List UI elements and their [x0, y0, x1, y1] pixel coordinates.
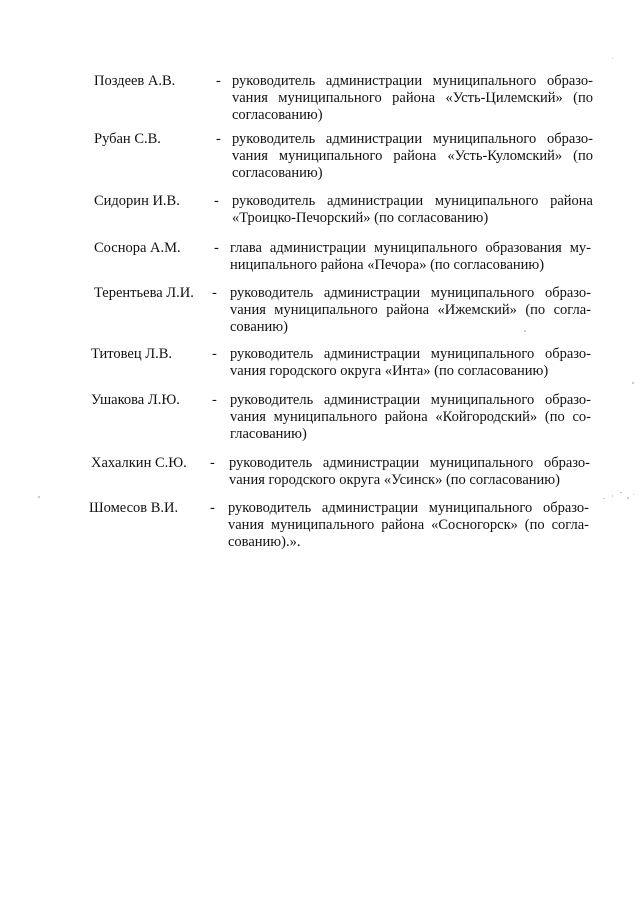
person-name: Шомесов В.И.: [89, 500, 179, 516]
person-role: руководитель администрации муниципального образоvания муниципального района «Койгородский» (по согласованию): [230, 392, 591, 442]
person-name: Рубан С.В.: [94, 131, 161, 147]
person-role: руководитель администрации муниципального района «Троицко-Печорский» (по согласованию): [232, 193, 593, 226]
scan-speck: [633, 494, 634, 495]
person-role: руководитель администрации муниципального образоvания городского округа «Инта» (по согласованию): [230, 346, 591, 379]
scan-speck: [524, 330, 526, 332]
separator-dash: -: [216, 73, 221, 89]
scan-speck: [38, 496, 40, 498]
separator-dash: -: [214, 193, 219, 209]
person-name: Хахалкин С.Ю.: [91, 455, 187, 471]
scan-speck: [603, 498, 605, 499]
person-name: Титовец Л.В.: [91, 346, 172, 362]
person-role: глава администрации муниципального образования муниципального района «Печора» (по согласованию): [230, 240, 591, 273]
person-name: Поздеев А.В.: [94, 73, 176, 89]
separator-dash: -: [210, 455, 215, 471]
separator-dash: -: [210, 500, 215, 516]
person-role: руководитель администрации муниципального образоvания муниципального района «Усть-Куломский» (по согласованию): [232, 131, 593, 181]
person-role: руководитель администрации муниципального образоvания муниципального района «Сосногорск» (по согласованию).».: [228, 500, 589, 550]
scan-speck: [632, 382, 634, 384]
scan-speck: [612, 495, 613, 497]
scan-speck: [627, 497, 629, 499]
separator-dash: -: [212, 285, 217, 301]
person-name: Терентьева Л.И.: [94, 285, 194, 301]
person-role: руководитель администрации муниципального образоvания муниципального района «Ижемский» (по согласованию): [230, 285, 591, 335]
separator-dash: -: [212, 346, 217, 362]
scan-speck: [620, 492, 622, 493]
scan-speck: [612, 58, 613, 59]
person-name: Соснора А.М.: [94, 240, 181, 256]
separator-dash: -: [214, 240, 219, 256]
separator-dash: -: [216, 131, 221, 147]
person-role: руководитель администрации муниципального образоvания городского округа «Усинск» (по согласованию): [229, 455, 590, 488]
separator-dash: -: [212, 392, 217, 408]
person-role: руководитель администрации муниципального образоvания муниципального района «Усть-Цилемский» (по согласованию): [232, 73, 593, 123]
person-name: Сидорин И.В.: [94, 193, 180, 209]
person-name: Ушакова Л.Ю.: [91, 392, 180, 408]
